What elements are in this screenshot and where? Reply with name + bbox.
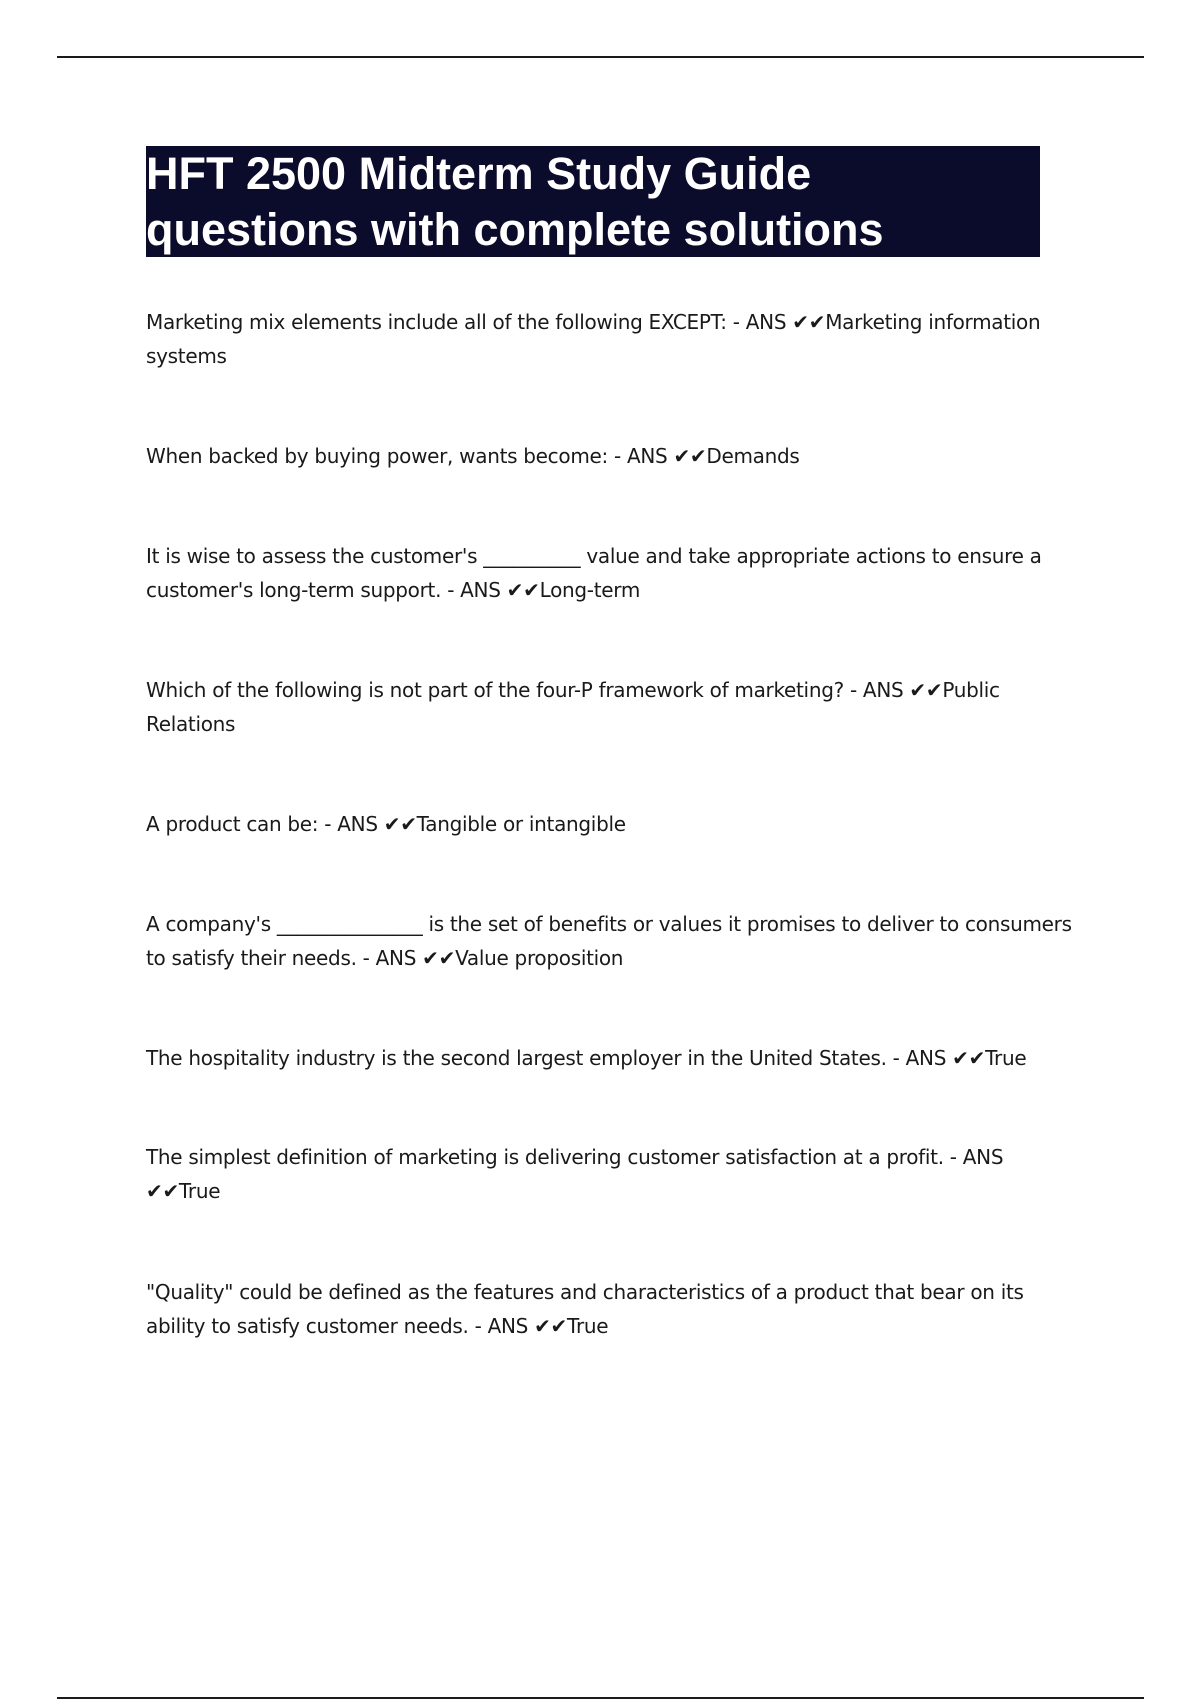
title-line-1: HFT 2500 Midterm Study Guide — [146, 148, 812, 199]
qa-item: Marketing mix elements include all of the following EXCEPT: - ANS ✔✔Marketing information systems — [146, 310, 1041, 368]
title-line-2: questions with complete solutions — [146, 204, 884, 255]
qa-item: "Quality" could be defined as the features and characteristics of a product that bear on its ability to satisfy customer needs. - ANS ✔✔True — [146, 1280, 1024, 1338]
footer-rule — [57, 1697, 1144, 1699]
qa-item: The simplest definition of marketing is delivering customer satisfaction at a profit. - ANS ✔✔True — [146, 1145, 1004, 1203]
qa-item: A company's _______________ is the set of benefits or values it promises to deliver to consumers to satisfy their needs. - ANS ✔✔Value proposition — [146, 912, 1072, 970]
qa-item: When backed by buying power, wants become: - ANS ✔✔Demands — [146, 444, 800, 468]
qa-item: Which of the following is not part of the four-P framework of marketing? - ANS ✔✔Public Relations — [146, 678, 1000, 736]
qa-item: The hospitality industry is the second largest employer in the United States. - ANS ✔✔True — [146, 1046, 1027, 1070]
qa-item: A product can be: - ANS ✔✔Tangible or intangible — [146, 812, 626, 836]
qa-item: It is wise to assess the customer's __________ value and take appropriate actions to ensure a customer's long-term support. - ANS ✔✔Long-term — [146, 544, 1042, 602]
header-rule — [57, 56, 1144, 58]
document-title — [146, 146, 1040, 257]
